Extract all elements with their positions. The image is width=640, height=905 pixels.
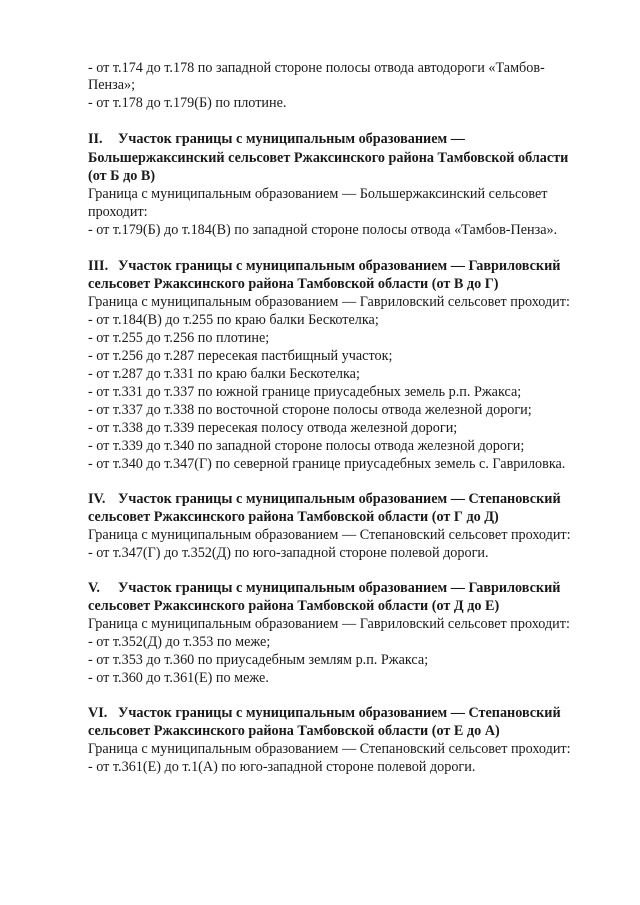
heading-text: Участок границы с муниципальным образованием — Гавриловский bbox=[118, 258, 561, 274]
heading-text: Участок границы с муниципальным образованием — Гавриловский bbox=[118, 580, 561, 596]
section-body-line: - от т.352(Д) до т.353 по меже; bbox=[88, 634, 271, 650]
section-body-line: - от т.347(Г) до т.352(Д) по юго-западной стороне полевой дороги. bbox=[88, 545, 489, 561]
section-body-line: Граница с муниципальным образованием — Гавриловский сельсовет проходит: bbox=[88, 294, 570, 310]
heading-text: Участок границы с муниципальным образованием — Степановский bbox=[118, 705, 561, 721]
section-number: VI. bbox=[88, 705, 108, 721]
section-body-line: - от т.360 до т.361(Е) по меже. bbox=[88, 670, 269, 686]
section-number: II. bbox=[88, 131, 103, 147]
section-number: III. bbox=[88, 258, 109, 274]
section-heading-line: сельсовет Ржаксинского района Тамбовской области (от В до Г) bbox=[88, 276, 499, 292]
section-number: V. bbox=[88, 580, 100, 596]
section-body-line: - от т.337 до т.338 по восточной стороне полосы отвода железной дороги; bbox=[88, 402, 532, 418]
section-body-line: - от т.340 до т.347(Г) по северной границе приусадебных земель с. Гавриловка. bbox=[88, 456, 566, 472]
section-body-line: Граница с муниципальным образованием — Большержаксинский сельсовет bbox=[88, 186, 548, 202]
section-body-line: - от т.353 до т.360 по приусадебным землям р.п. Ржакса; bbox=[88, 652, 429, 668]
section-heading bbox=[88, 580, 560, 596]
section-heading-line: сельсовет Ржаксинского района Тамбовской области (от Г до Д) bbox=[88, 509, 499, 525]
section-heading bbox=[88, 491, 561, 507]
section-body-line: - от т.287 до т.331 по краю балки Бескотелка; bbox=[88, 366, 360, 382]
section-body-line: - от т.179(Б) до т.184(В) по западной стороне полосы отвода «Тамбов-Пенза». bbox=[88, 222, 558, 238]
section-heading-line: сельсовет Ржаксинского района Тамбовской области (от Д до Е) bbox=[88, 598, 500, 614]
intro-line: - от т.178 до т.179(Б) по плотине. bbox=[88, 95, 287, 111]
section-body-line: - от т.184(В) до т.255 по краю балки Бескотелка; bbox=[88, 312, 379, 328]
section-body-line: Граница с муниципальным образованием — Степановский сельсовет проходит: bbox=[88, 527, 571, 543]
section-heading bbox=[88, 705, 561, 721]
section-body-line: проходит: bbox=[88, 204, 148, 220]
section-body-line: Граница с муниципальным образованием — Степановский сельсовет проходит: bbox=[88, 741, 571, 757]
section-body-line: Граница с муниципальным образованием — Гавриловский сельсовет проходит: bbox=[88, 616, 570, 632]
section-body-line: - от т.255 до т.256 по плотине; bbox=[88, 330, 270, 346]
section-body-line: - от т.339 до т.340 по западной стороне полосы отвода железной дороги; bbox=[88, 438, 525, 454]
section-body-line: - от т.338 до т.339 пересекая полосу отвода железной дороги; bbox=[88, 420, 458, 436]
section-heading bbox=[88, 131, 465, 147]
heading-text: Участок границы с муниципальным образованием — Степановский bbox=[118, 491, 561, 507]
section-heading bbox=[88, 258, 560, 274]
section-heading-line: (от Б до В) bbox=[88, 168, 156, 184]
section-heading-line: сельсовет Ржаксинского района Тамбовской области (от Е до А) bbox=[88, 723, 500, 739]
section-body-line: - от т.361(Е) до т.1(А) по юго-западной стороне полевой дороги. bbox=[88, 759, 476, 775]
section-body-line: - от т.331 до т.337 по южной границе приусадебных земель р.п. Ржакса; bbox=[88, 384, 522, 400]
intro-line: - от т.174 до т.178 по западной стороне полосы отвода автодороги «Тамбов- bbox=[88, 60, 545, 76]
heading-text: Участок границы с муниципальным образованием — bbox=[118, 131, 465, 147]
section-number: IV. bbox=[88, 491, 106, 507]
intro-line: Пенза»; bbox=[88, 77, 136, 93]
section-heading-line: Большержаксинский сельсовет Ржаксинского района Тамбовской области bbox=[88, 150, 569, 166]
section-body-line: - от т.256 до т.287 пересекая пастбищный участок; bbox=[88, 348, 393, 364]
